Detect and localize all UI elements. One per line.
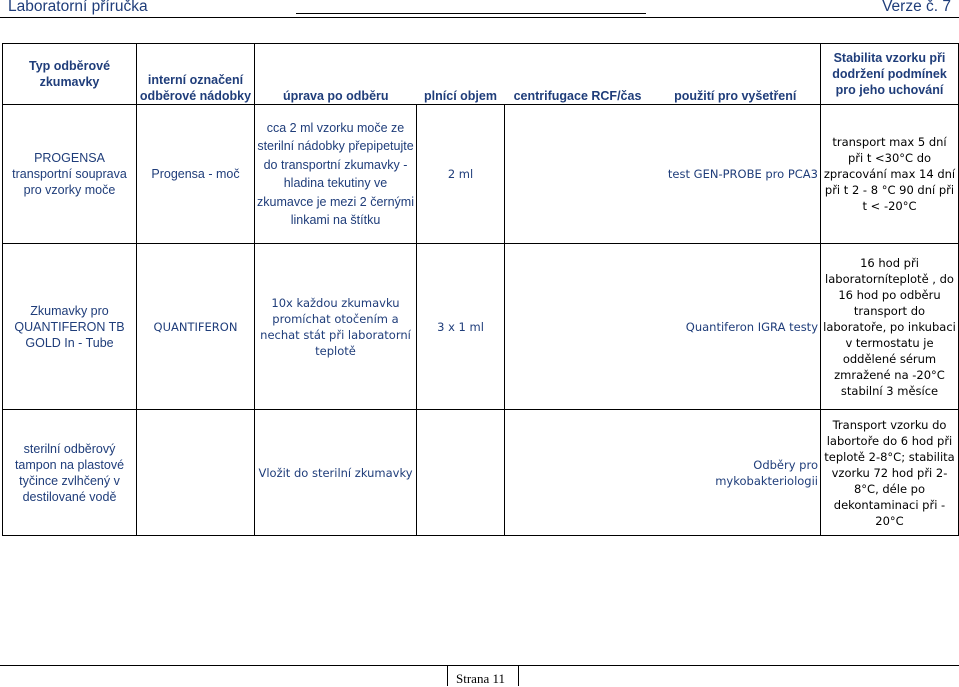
cell-tube: Zkumavky pro QUANTIFERON TB GOLD In - Tube bbox=[3, 244, 137, 410]
cell-centrifuge bbox=[505, 410, 651, 536]
document-title: Laboratorní příručka bbox=[8, 0, 148, 15]
cell-processing: cca 2 ml vzorku moče ze sterilní nádobky přepipetujte do transportní zkumavky - hladina tekutiny ve zkumavce je mezi 2 černými linkami na štítku bbox=[255, 105, 417, 244]
header-rule bbox=[0, 17, 959, 18]
table-row bbox=[3, 105, 959, 244]
cell-use: Quantiferon IGRA testy bbox=[651, 244, 821, 410]
cell-processing: Vložit do sterilní zkumavky bbox=[255, 410, 417, 536]
cell-volume: 2 ml bbox=[417, 105, 505, 244]
col-use: použití pro vyšetření bbox=[651, 44, 821, 105]
cell-label bbox=[137, 410, 255, 536]
col-stability: Stabilita vzorku při dodržení podmínek pro jeho uchování bbox=[821, 44, 959, 105]
col-tube-type: Typ odběrové zkumavky bbox=[3, 44, 137, 105]
table-header-row bbox=[3, 44, 959, 105]
cell-volume bbox=[417, 410, 505, 536]
cell-tube: PROGENSA transportní souprava pro vzorky moče bbox=[3, 105, 137, 244]
cell-use: test GEN-PROBE pro PCA3 bbox=[651, 105, 821, 244]
cell-tube: sterilní odběrový tampon na plastové tyčince zvlhčený v destilované vodě bbox=[3, 410, 137, 536]
document-version: Verze č. 7 bbox=[882, 0, 951, 15]
cell-stability: Transport vzorku do labortoře do 6 hod při teplotě 2-8°C; stabilita vzorku 72 hod při 2-8°C, déle po dekontaminaci při - 20°C bbox=[821, 410, 959, 536]
header-underline bbox=[296, 13, 646, 14]
page-number: Strana 11 bbox=[456, 671, 505, 686]
table-row bbox=[3, 244, 959, 410]
cell-centrifuge bbox=[505, 105, 651, 244]
cell-stability: transport max 5 dní při t <30°C do zpracování max 14 dní při t 2 - 8 °C 90 dní při t < -20°C bbox=[821, 105, 959, 244]
cell-processing: 10x každou zkumavku promíchat otočením a nechat stát při laboratorní teplotě bbox=[255, 244, 417, 410]
col-internal-label: interní označení odběrové nádobky bbox=[137, 44, 255, 105]
table-row bbox=[3, 410, 959, 536]
col-processing: úprava po odběru bbox=[255, 44, 417, 105]
cell-volume: 3 x 1 ml bbox=[417, 244, 505, 410]
col-volume: plnící objem bbox=[417, 44, 505, 105]
col-centrifuge: centrifugace RCF/čas bbox=[505, 44, 651, 105]
cell-label: Progensa - moč bbox=[137, 105, 255, 244]
cell-stability: 16 hod při laboratorníteplotě , do 16 hod po odběru transport do laboratoře, po inkubaci v termostatu je oddělené sérum zmražené na -20°C stabilní 3 měsíce bbox=[821, 244, 959, 410]
cell-label: QUANTIFERON bbox=[137, 244, 255, 410]
cell-use: Odběry pro mykobakteriologii bbox=[651, 410, 821, 536]
specimen-table bbox=[2, 43, 959, 536]
cell-centrifuge bbox=[505, 244, 651, 410]
